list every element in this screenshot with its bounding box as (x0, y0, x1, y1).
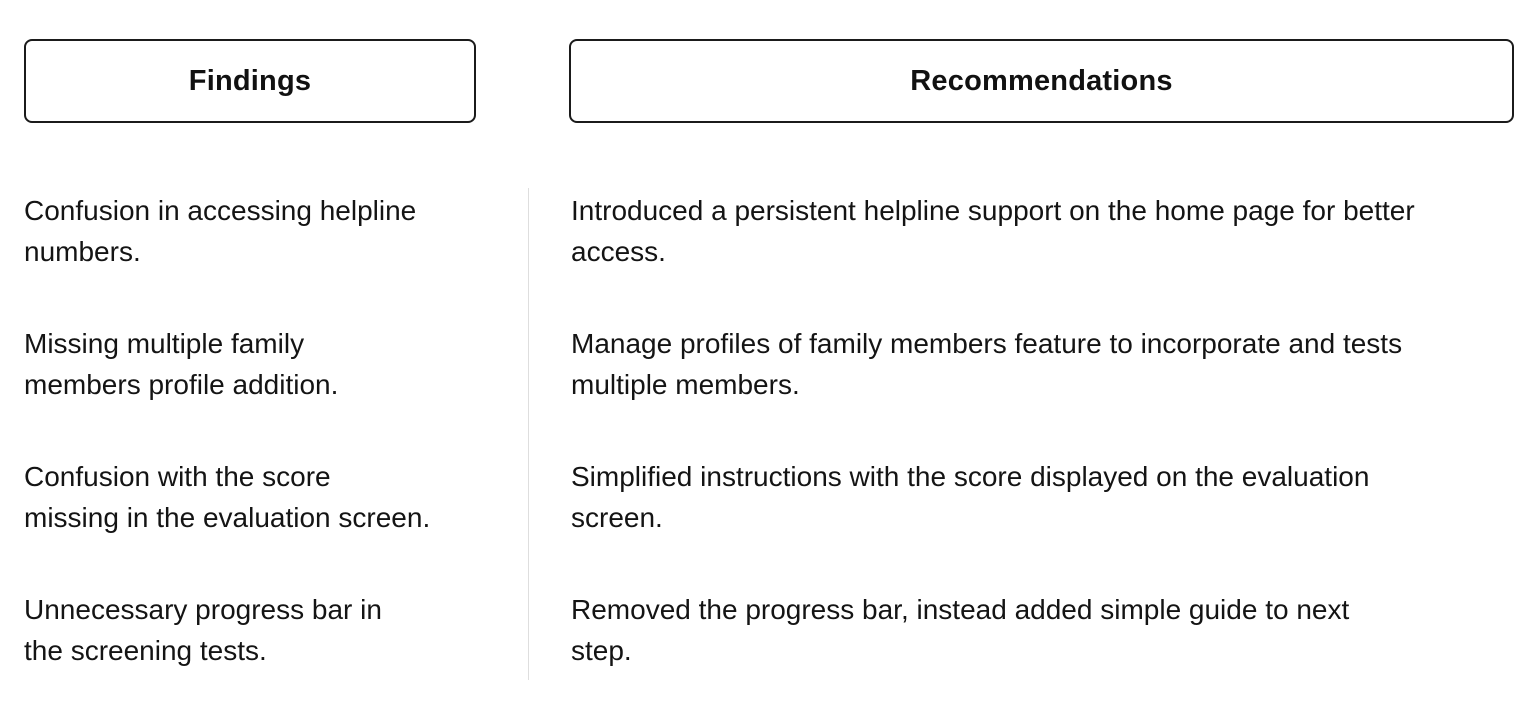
recommendation-item: Removed the progress bar, instead added simple guide to next step. (571, 594, 1350, 666)
finding-item: Confusion with the score missing in the evaluation screen. (24, 461, 431, 533)
finding-item: Missing multiple family members profile addition. (24, 328, 339, 400)
recommendation-item: Manage profiles of family members feature to incorporate and tests multiple members. (571, 328, 1403, 400)
recommendation-item: Simplified instructions with the score displayed on the evaluation screen. (571, 461, 1370, 533)
column-divider (528, 188, 529, 680)
findings-header (24, 39, 476, 123)
finding-item: Confusion in accessing helpline numbers. (24, 195, 417, 267)
finding-item: Unnecessary progress bar in the screening tests. (24, 594, 382, 666)
recommendations-header (569, 39, 1514, 123)
recommendations-header-label: Recommendations (910, 64, 1173, 97)
findings-header-label: Findings (188, 64, 312, 97)
recommendation-item: Introduced a persistent helpline support on the home page for better access. (571, 195, 1415, 267)
